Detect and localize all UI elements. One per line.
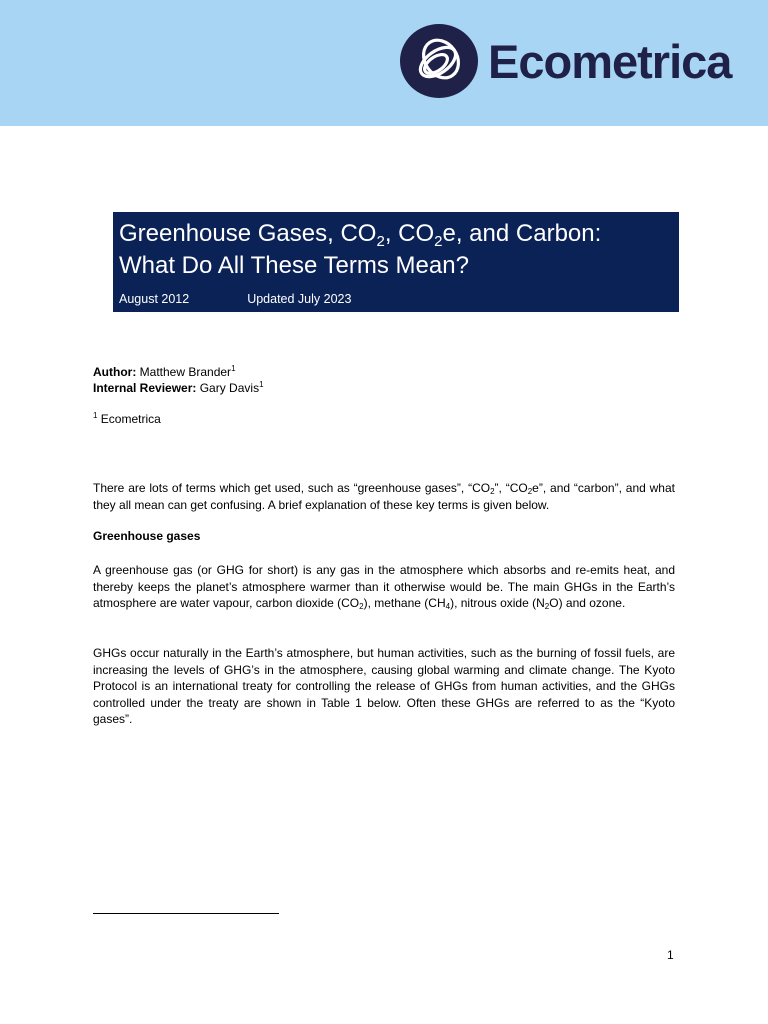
title-line-1: Greenhouse Gases, $CO_2$, $CO_2e$, and Carbon: — [119, 220, 602, 250]
affiliation: $^1$ Ecometrica — [93, 411, 161, 426]
ecometrica-swirl-logo-icon — [400, 24, 478, 98]
brand-logo — [400, 24, 731, 98]
author-line: Author: Matthew Brander$^1$ — [93, 364, 236, 379]
intro-paragraph: There are lots of terms which get used, such as “greenhouse gases”, “$CO_2$”, “$CO_2e$”, and “carbon”, and what they all mean can get confusing. A brief explanation of these key terms is given below. — [93, 481, 675, 512]
publication-date: August 2012 — [119, 292, 190, 306]
kyoto-paragraph: GHGs occur naturally in the Earth’s atmosphere, but human activities, such as the burning of fossil fuels, are increasing the levels of GHG’s in the atmosphere, causing global warming and climate change. The Kyoto Protocol is an international treaty for controlling the release of GHGs from human activities, and the GHGs controlled under the treaty are shown in Table 1 below. Often these GHGs are referred to as the “Kyoto gases”. — [93, 646, 675, 726]
ghg-definition-paragraph: A greenhouse gas (or GHG for short) is any gas in the atmosphere which absorbs and re-emits heat, and thereby keeps the planet’s atmosphere warmer than it otherwise would be. The main GHGs in the Earth’s atmosphere are water vapour, carbon dioxide $(CO_2)$, methane $(CH_4)$, nitrous oxide $(N_2O)$ and ozone. — [93, 563, 675, 611]
brand-name: Ecometrica — [488, 34, 732, 88]
document-title-box — [113, 212, 679, 312]
section-heading: Greenhouse gases — [93, 529, 201, 543]
author-block — [93, 364, 264, 396]
title-dates — [119, 292, 351, 306]
reviewer-line: Internal Reviewer: Gary Davis$^1$ — [93, 380, 264, 395]
updated-date: Updated July 2023 — [247, 292, 352, 306]
title-line-2: What Do All These Terms Mean? — [119, 252, 469, 279]
footnote-divider — [93, 913, 279, 914]
page-number: 1 — [667, 948, 674, 962]
